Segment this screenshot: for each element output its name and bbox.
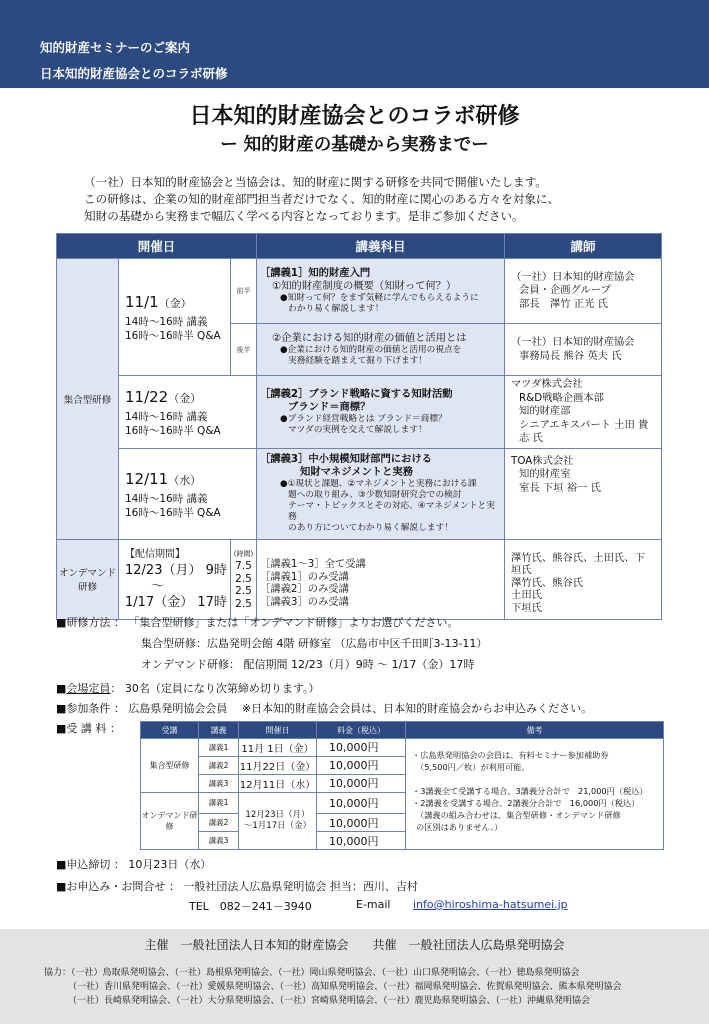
fee-date: 12月11日（水） [239, 774, 317, 792]
fee-note-line: の区別はありません。） [416, 822, 503, 832]
lecture-cell [257, 324, 505, 376]
fee-date: 11月22日（金） [239, 756, 317, 774]
session-time-lecture: 14時～16時 講義 [125, 410, 208, 423]
intro-text [84, 174, 684, 225]
lecture-bullet-cont: マツダの実例を交えて解説します！ [288, 424, 427, 435]
ondemand-item: ［講義1］のみ受講 [260, 570, 349, 583]
session-date-cell [119, 259, 231, 376]
header-line-2: 日本知的財産協会とのコラボ研修 [40, 66, 228, 81]
capacity-bullet: ■ [56, 682, 67, 695]
session-time-lecture: 14時～16時 講義 [125, 492, 208, 505]
lecture-cell [257, 376, 505, 449]
col-header-subject: 講義科目 [257, 234, 505, 259]
intro-line: （一社）日本知的財産協会と当協会は、知的財産に関する研修を共同で開催いたします。 [84, 175, 547, 189]
fee-price: 10,000円 [317, 756, 406, 774]
session-time-lecture: 14時～16時 講義 [125, 316, 208, 328]
lecture-bullet: ●ブランド経営戦略とは ブランド＝商標？ [280, 413, 447, 424]
ondemand-tilde: ～ [151, 579, 165, 594]
instructor-line: 事務局長 熊谷 英夫 氏 [519, 349, 622, 362]
instructor-cell [505, 448, 662, 539]
col-header-instructor: 講師 [505, 234, 662, 259]
fee-lecture: 講義2 [199, 756, 239, 774]
session-date-cell [119, 448, 257, 539]
method-line [56, 614, 458, 630]
fee-lecture: 講義3 [199, 774, 239, 792]
lecture-title: ［講義1］知的財産入門 [260, 267, 371, 279]
session-date-cell [119, 376, 257, 449]
hours-value: 2.5 [235, 585, 252, 598]
instructor-line: 部長 澤竹 正光 氏 [519, 297, 608, 310]
intro-line: この研修は、企業の知的財産部門担当者だけでなく、知的財産に関心のある方々を対象に、 [84, 192, 560, 206]
instructor-line: 土田氏 [511, 589, 542, 602]
schedule-table [56, 233, 662, 620]
page-title: 日本知的財産協会とのコラボ研修 [189, 104, 520, 129]
contact-email-link[interactable]: info@hiroshima-hatsumei.jp [413, 898, 568, 911]
instructor-line: マツダ株式会社 [511, 378, 583, 390]
ondemand-instructors-cell [505, 539, 662, 619]
fee-header-lecture: 講義 [199, 722, 239, 739]
instructor-line: 知的財産室 [519, 468, 571, 480]
col-header-date: 開催日 [57, 234, 257, 259]
ondemand-item: ［講義1～3］全て受講 [260, 558, 366, 570]
instructor-line: 下垣氏 [511, 601, 542, 614]
session-time-qa: 16時～16時半 Q&A [125, 506, 221, 519]
lecture-bullet-cont: のあり方についてわかり易く解説します！ [288, 523, 453, 533]
ondemand-end: 1/17（金） 17時 [125, 595, 227, 610]
fee-ondemand-dates [239, 792, 317, 849]
first-half-label: 前半 [231, 259, 257, 324]
instructor-line: TOA株式会社 [511, 454, 574, 467]
session-dow: （金） [158, 297, 192, 310]
fee-ondemand-date-start: 12月23日（月） [245, 809, 310, 820]
lecture-subtitle: 知財マネジメントと実務 [300, 466, 413, 478]
lecture-title: ［講義3］中小規模知財部門における [260, 453, 432, 465]
hours-unit: (時間) [233, 549, 254, 558]
ondemand-item: ［講義2］のみ受講 [260, 583, 349, 595]
capacity-text: ： 30名（定員になり次第締め切ります。） [110, 682, 320, 695]
lecture-bullet-cont: わかり易く解説します！ [288, 304, 384, 314]
method-onsite: 集合型研修：広島発明会館 4階 研修室 （広島市中区千田町3-13-11） [141, 637, 488, 650]
instructor-line: （一社）日本知的財産協会 [511, 270, 635, 283]
eligibility-text: 広島県発明協会会員 ※日本知的財産協会会員は、日本知的財産協会からお申込みください。 [128, 702, 593, 715]
fee-ondemand-date-end: ～1月17日（金） [243, 820, 312, 831]
fee-note-line: ・広島県発明協会の会員は、有料セミナー参加補助券 [412, 750, 609, 760]
instructor-line: 澤竹氏、熊谷氏、土田氏、下垣氏 [511, 551, 645, 577]
fee-price: 10,000円 [317, 832, 406, 850]
fee-table [140, 721, 664, 850]
category-ondemand: オンデマンド研修 [57, 539, 119, 619]
instructor-line: 会員・企画グループ [519, 284, 611, 297]
hours-value: 7.5 [235, 560, 252, 573]
session-date: 11/22 [125, 387, 169, 406]
instructor-line: 室長 下垣 裕一 氏 [519, 481, 601, 494]
instructor-cell [505, 259, 662, 324]
capacity-line [56, 680, 320, 696]
lecture-bullet: ●①現状と課題、②マネジメントと実務における課 [280, 479, 477, 489]
page-subtitle: ー 知的財産の基礎から実務までー [220, 135, 489, 155]
fee-header-price: 料金（税込） [317, 722, 406, 739]
ondemand-item: ［講義3］のみ受講 [260, 595, 349, 608]
contact-email-label: E-mail [356, 898, 391, 911]
fee-price: 10,000円 [317, 814, 406, 832]
fee-note-line: （講義の組み合わせは、集合型研修・オンデマンド研修 [416, 810, 621, 820]
lecture-cell [257, 448, 505, 539]
fee-note-line: ・2講義を受講する場合、2講義分合計で 16,000円（税込） [412, 798, 640, 808]
fee-lecture: 講義1 [199, 739, 239, 757]
lecture-subtitle: ①知的財産制度の概要（知財って何？） [272, 280, 457, 292]
lecture-bullet-cont: テーマ・トピックスとその対応、④マネジメントと実務 [288, 501, 495, 522]
session-date: 12/11 [125, 469, 169, 488]
lecture-subtitle: ②企業における知的財産の価値と活用とは [272, 332, 467, 344]
instructor-line: シニアエキスパート 土田 貴志 氏 [519, 418, 649, 444]
capacity-label: 会場定員 [66, 682, 111, 695]
fee-price: 10,000円 [317, 774, 406, 792]
fee-lecture: 講義1 [199, 792, 239, 813]
instructor-line: 知的財産部 [519, 405, 571, 417]
lecture-bullet: ●企業における知的財産の価値と活用の視点を [280, 345, 462, 355]
fee-note-line: （5,500円／枚）が利用可能。 [416, 762, 530, 772]
instructor-cell [505, 324, 662, 376]
fee-price: 10,000円 [317, 739, 406, 757]
fee-label: ■受 講 料 ： [56, 722, 121, 735]
header-line-1: 知的財産セミナーのご案内 [40, 40, 191, 55]
fee-type-onsite: 集合型研修 [141, 739, 199, 793]
hours-value: 2.5 [235, 572, 252, 585]
session-dow: （水） [168, 473, 202, 487]
fee-note-spacer [412, 773, 657, 785]
hours-cell [231, 539, 257, 619]
method-text: 「集合型研修」または「オンデマンド研修」よりお選びください。 [128, 616, 459, 629]
lecture-bullet: ●知財って何？をまず気軽に学んでもらえるように [280, 293, 479, 303]
contact-tel: TEL 082－241－3940 [189, 900, 312, 913]
fee-header-type: 受講 [141, 722, 199, 739]
fee-price: 10,000円 [317, 792, 406, 813]
instructor-line: （一社）日本知的財産協会 [511, 336, 635, 348]
session-dow: （金） [168, 391, 202, 405]
contact-line: ■お申込み・お問合せ ： 一般社団法人広島県発明協会 担当：西川、吉村 [56, 880, 418, 893]
fee-type-ondemand: オンデマンド研修 [141, 792, 199, 849]
lecture-subtitle: ブランド＝商標？ [288, 400, 371, 413]
ondemand-period-label: 【配信期間】 [125, 549, 185, 560]
intro-line: 知財の基礎から実務まで幅広く学べる内容となっております。是非ご参加ください。 [84, 209, 524, 223]
eligibility-label: ■参加条件 ： [56, 702, 125, 715]
ondemand-period-cell [119, 539, 231, 619]
hours-value: 2.5 [235, 597, 252, 610]
fee-lecture: 講義3 [199, 832, 239, 850]
ondemand-start: 12/23（月） 9時 [125, 563, 227, 578]
fee-header-notes: 備考 [406, 722, 664, 739]
cooperation-line: 協力：（一社）鳥取県発明協会、（一社）島根県発明協会、（一社）岡山県発明協会、（一社）山口県発明協会、（一社）徳島県発明協会 [44, 968, 580, 978]
deadline-line: ■申込締切 ： 10月23日（水） [56, 858, 212, 871]
fee-date: 11月 1日（金） [239, 739, 317, 757]
fee-notes [406, 739, 664, 850]
lecture-title: ［講義2］ブランド戦略に資する知財活動 [260, 387, 453, 400]
fee-note-line: ・3講義全て受講する場合、3講義分合計で 21,000円（税込） [412, 786, 648, 796]
method-ondemand: オンデマンド研修： 配信期間 12/23（月）9時 ～ 1/17（金）17時 [141, 658, 475, 671]
instructor-line: R&D戦略企画本部 [519, 391, 604, 404]
session-date: 11/1 [125, 293, 159, 311]
instructor-line: 澤竹氏、熊谷氏 [511, 576, 584, 589]
second-half-label: 後半 [231, 324, 257, 376]
category-onsite: 集合型研修 [57, 259, 119, 540]
lecture-cell [257, 259, 505, 324]
lecture-bullet-cont: 題への取り組み、③少数知財研究会での検討 [288, 490, 462, 500]
cooperation-line: （一社）長崎県発明協会、（一社）大分県発明協会、（一社）宮崎県発明協会、（一社）鹿児島県発明協会、（一社）沖縄県発明協会 [68, 996, 591, 1006]
ondemand-lectures-cell [257, 539, 505, 619]
instructor-cell [505, 376, 662, 449]
session-time-qa: 16時～16時半 Q&A [125, 330, 221, 342]
fee-lecture: 講義2 [199, 814, 239, 832]
lecture-bullet-cont: 実務経験を踏まえて掘り下げます！ [288, 356, 428, 366]
cooperation-line: （一社）香川県発明協会、（一社）愛媛県発明協会、（一社）高知県発明協会、（一社）福岡県発明協会、佐賀県発明協会、熊本県発明協会 [68, 982, 622, 992]
eligibility-line [56, 700, 592, 716]
fee-header-date: 開催日 [239, 722, 317, 739]
method-label: ■研修方法 ： [56, 616, 125, 629]
session-time-qa: 16時～16時半 Q&A [125, 424, 221, 437]
sponsors-line: 主催 一般社団法人日本知的財産協会 共催 一般社団法人広島県発明協会 [144, 938, 565, 952]
